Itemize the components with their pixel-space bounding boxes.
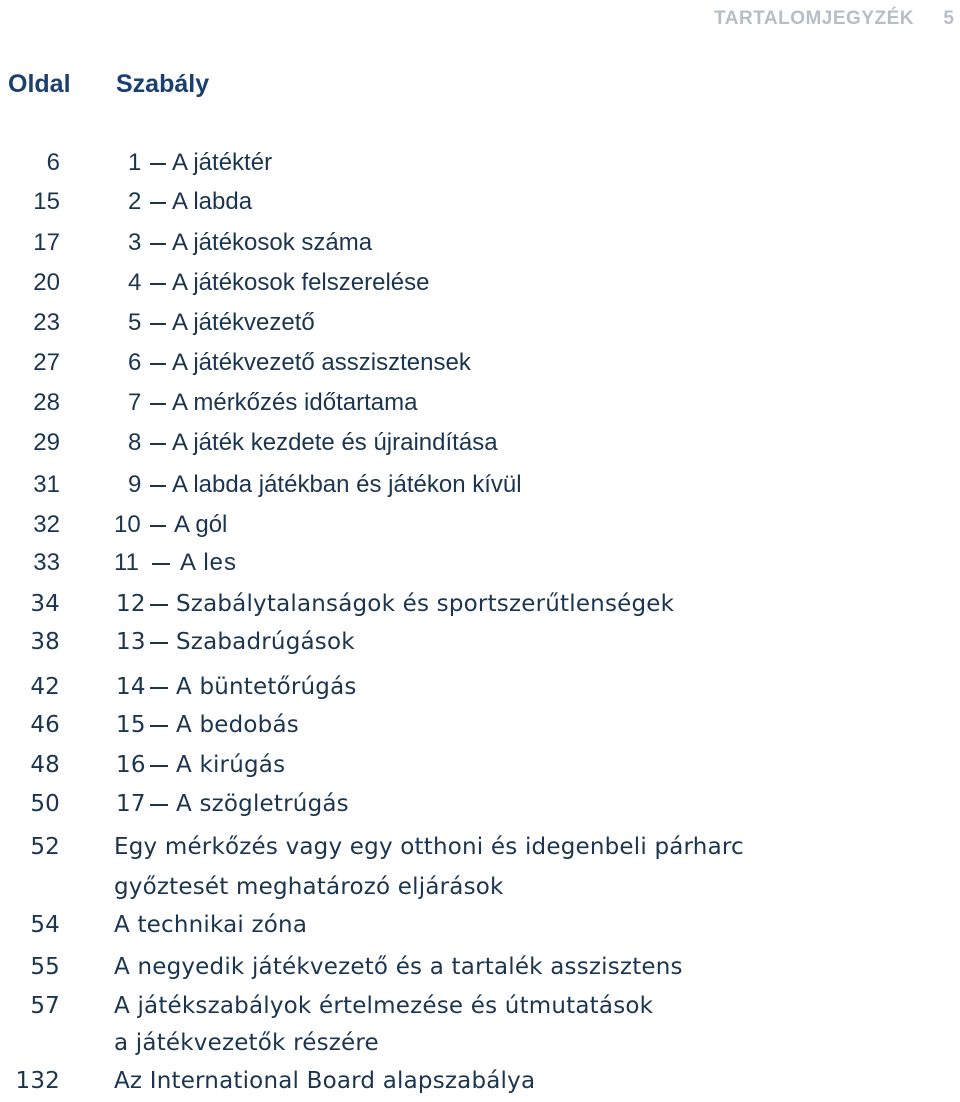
toc-row-rule-2[interactable] — [0, 187, 960, 221]
toc-rule-number: 1 — [128, 149, 142, 176]
dash-separator — [150, 283, 166, 285]
toc-row-rule-12[interactable] — [0, 589, 960, 623]
toc-rule-number: 10 — [114, 511, 141, 538]
toc-row-rule-7[interactable] — [0, 388, 960, 422]
toc-row-rule-4[interactable] — [0, 268, 960, 302]
toc-page-number: 31 — [33, 471, 60, 498]
toc-rule-number: 5 — [128, 309, 142, 336]
toc-extra-title-line1: A negyedik játékvezető és a tartalék asszisztens — [114, 954, 683, 980]
toc-row-rule-10[interactable] — [0, 510, 960, 544]
toc-page-number: 54 — [30, 912, 60, 938]
header-title: TARTALOMJEGYZÉK — [714, 8, 914, 29]
toc-rule-number: 14 — [116, 674, 146, 700]
toc-rule-number: 8 — [128, 429, 142, 456]
toc-rule-title: A labda — [172, 188, 253, 215]
toc-rule-number: 4 — [128, 269, 142, 296]
toc-extra-title-line1: Az International Board alapszabálya — [114, 1068, 536, 1094]
header-page-number: 5 — [943, 8, 954, 29]
dash-separator — [150, 642, 168, 644]
toc-row-extra-54[interactable] — [0, 910, 960, 944]
dash-separator — [150, 687, 168, 689]
toc-rule-number: 16 — [116, 752, 146, 778]
toc-page-number: 34 — [30, 591, 60, 617]
toc-page-number: 50 — [30, 791, 60, 817]
toc-row-rule-9[interactable] — [0, 470, 960, 504]
dash-separator — [150, 804, 168, 806]
toc-rule-title: A les — [180, 549, 238, 576]
toc-rule-title: Szabadrúgások — [176, 629, 355, 655]
toc-rule-number: 7 — [128, 389, 142, 416]
toc-rule-number: 2 — [128, 188, 142, 215]
toc-row-rule-16[interactable] — [0, 750, 960, 784]
dash-separator — [150, 323, 166, 325]
toc-page-number: 23 — [33, 309, 60, 336]
toc-page-number: 32 — [33, 511, 60, 538]
toc-rule-number: 11 — [114, 549, 139, 576]
toc-rule-title: A gól — [174, 511, 228, 538]
toc-rule-number: 6 — [128, 349, 142, 376]
toc-page-number: 38 — [30, 629, 60, 655]
toc-row-rule-13[interactable] — [0, 627, 960, 661]
toc-row-rule-1[interactable] — [0, 148, 960, 182]
toc-rule-number: 3 — [128, 229, 142, 256]
toc-rule-title: A bedobás — [176, 712, 299, 738]
toc-page-number: 46 — [30, 712, 60, 738]
dash-separator — [150, 443, 166, 445]
toc-rule-number: 13 — [116, 629, 146, 655]
dash-separator — [150, 725, 168, 727]
toc-rule-title: A kirúgás — [176, 752, 286, 778]
toc-rule-title: A labda játékban és játékon kívül — [172, 471, 522, 498]
toc-rule-title: A játékvezető asszisztensek — [172, 349, 471, 376]
toc-page-number: 55 — [30, 954, 60, 980]
dash-separator — [152, 563, 170, 565]
column-header-page: Oldal — [8, 70, 71, 98]
toc-row-rule-5[interactable] — [0, 308, 960, 342]
toc-page-number: 33 — [33, 549, 60, 576]
toc-page-number: 57 — [30, 993, 60, 1019]
toc-extra-title-line1: Egy mérkőzés vagy egy otthoni és idegenbeli párharc — [114, 834, 744, 860]
toc-extra-title-line1: A technikai zóna — [114, 912, 308, 938]
dash-separator — [150, 765, 168, 767]
dash-separator — [150, 163, 166, 165]
toc-extra-title-line1: A játékszabályok értelmezése és útmutatások — [114, 993, 654, 1019]
toc-rule-number: 9 — [128, 471, 142, 498]
dash-separator — [150, 202, 166, 204]
toc-row-rule-15[interactable] — [0, 710, 960, 744]
toc-row-extra-57[interactable] — [0, 991, 960, 1061]
toc-page-number: 6 — [46, 149, 60, 176]
dash-separator — [150, 485, 166, 487]
toc-page-number: 20 — [33, 269, 60, 296]
toc-rule-title: A játékosok felszerelése — [172, 269, 430, 296]
toc-page-number: 29 — [33, 429, 60, 456]
toc-page-number: 17 — [33, 229, 60, 256]
toc-rule-title: A szögletrúgás — [176, 791, 349, 817]
dash-separator — [150, 243, 166, 245]
running-header — [0, 4, 960, 28]
dash-separator — [150, 525, 166, 527]
toc-page-number: 27 — [33, 349, 60, 376]
toc-rule-number: 12 — [116, 591, 146, 617]
toc-extra-title-line2: a játékvezetők részére — [114, 1030, 379, 1056]
dash-separator — [150, 403, 166, 405]
toc-row-extra-55[interactable] — [0, 952, 960, 986]
toc-page-number: 15 — [33, 188, 60, 215]
toc-row-extra-52[interactable] — [0, 832, 960, 906]
toc-row-rule-14[interactable] — [0, 672, 960, 706]
toc-page-number: 28 — [33, 389, 60, 416]
toc-page-number: 42 — [30, 674, 60, 700]
toc-row-extra-132[interactable] — [0, 1066, 960, 1100]
toc-row-rule-11[interactable] — [0, 548, 960, 582]
toc-rule-title: A játék kezdete és újraindítása — [172, 429, 498, 456]
dash-separator — [150, 363, 166, 365]
toc-page-number: 52 — [30, 834, 60, 860]
toc-row-rule-8[interactable] — [0, 428, 960, 462]
toc-page-number: 132 — [15, 1068, 60, 1094]
toc-row-rule-17[interactable] — [0, 789, 960, 823]
toc-rule-title: Szabálytalanságok és sportszerűtlenségek — [176, 591, 675, 617]
toc-rule-number: 17 — [116, 791, 146, 817]
column-header-rule: Szabály — [116, 70, 210, 98]
toc-rule-title: A játékvezető — [172, 309, 315, 336]
toc-row-rule-3[interactable] — [0, 228, 960, 262]
toc-page-number: 48 — [30, 752, 60, 778]
toc-extra-title-line2: győztesét meghatározó eljárások — [114, 874, 504, 900]
dash-separator — [150, 604, 168, 606]
toc-rule-title: A mérkőzés időtartama — [172, 389, 418, 416]
toc-rule-number: 15 — [116, 712, 146, 738]
toc-rule-title: A büntetőrúgás — [176, 674, 357, 700]
toc-rule-title: A játéktér — [172, 149, 273, 176]
toc-row-rule-6[interactable] — [0, 348, 960, 382]
toc-rule-title: A játékosok száma — [172, 229, 373, 256]
